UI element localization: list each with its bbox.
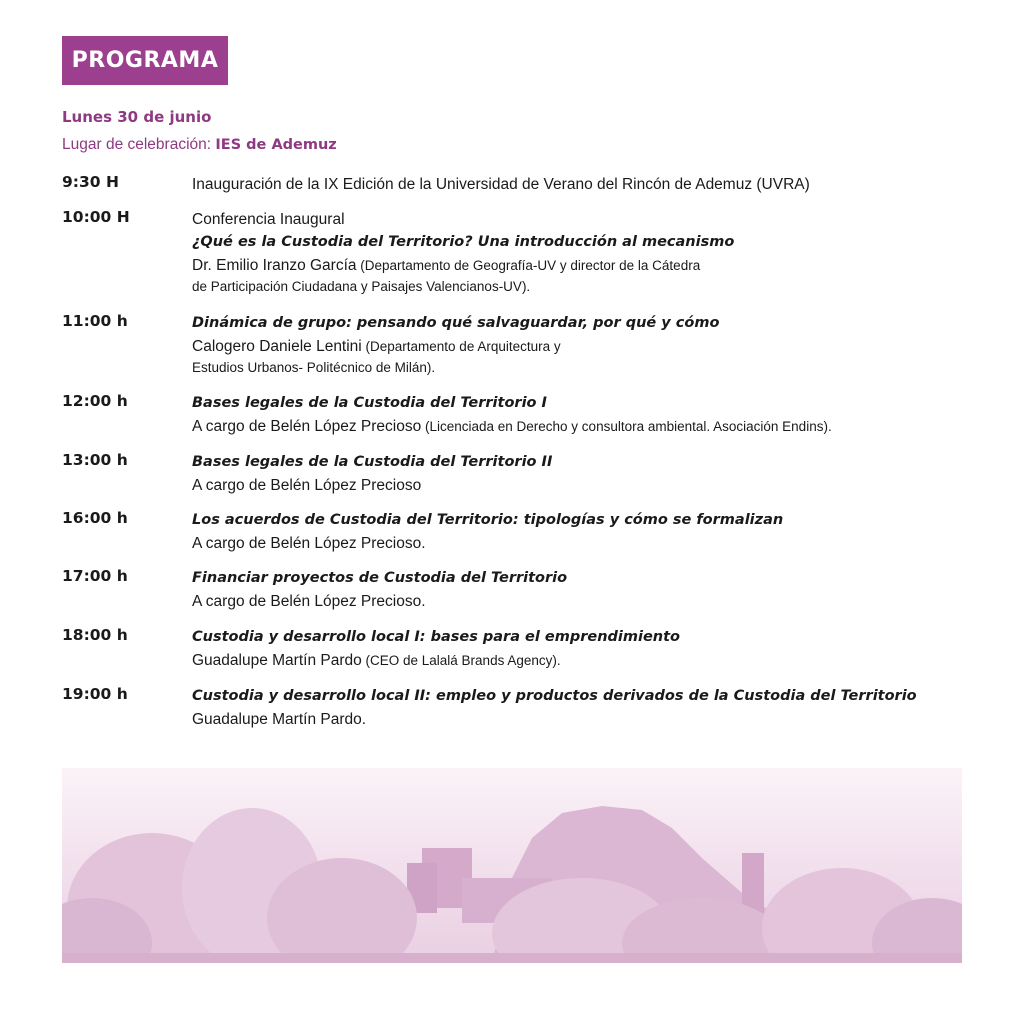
speaker-name: Dr. Emilio Iranzo García [192,257,357,274]
schedule-time: 16:00 h [62,509,128,527]
session-kind: Conferencia Inaugural [192,211,345,228]
session-title: Bases legales de la Custodia del Territorio II [192,454,553,470]
day-heading: Lunes 30 de junio [62,108,212,126]
session-title: ¿Qué es la Custodia del Territorio? Una introducción al mecanismo [192,234,735,250]
schedule-time: 18:00 h [62,626,128,644]
session-title: Custodia y desarrollo local I: bases para el emprendimiento [192,629,681,645]
session-title: Custodia y desarrollo local II: empleo y productos derivados de la Custodia del Territorio [192,688,917,704]
session-title: Bases legales de la Custodia del Territorio I [192,395,547,411]
schedule-time: 9:30 H [62,173,119,191]
section-title: PROGRAMA [71,48,219,73]
schedule-text: Inauguración de la IX Edición de la Universidad de Verano del Rincón de Ademuz (UVRA) [192,176,810,193]
landscape-photo [62,768,962,963]
speaker-name: Calogero Daniele Lentini [192,338,362,355]
venue-line [62,136,337,154]
landscape-illustration [62,768,962,963]
schedule-time: 17:00 h [62,567,128,585]
speaker-detail-continued: Estudios Urbanos- Politécnico de Milán). [192,360,436,375]
schedule-time: 12:00 h [62,392,128,410]
speaker-name: A cargo de Belén López Precioso [192,418,422,435]
speaker-name: Guadalupe Martín Pardo. [192,711,367,728]
schedule-time: 13:00 h [62,451,128,469]
schedule-time: 10:00 H [62,208,130,226]
schedule-time: 19:00 h [62,685,128,703]
speaker-detail: (CEO de Lalalá Brands Agency). [361,653,561,668]
speaker-detail: (Licenciada en Derecho y consultora ambiental. Asociación Endins). [421,419,832,434]
schedule-time: 11:00 h [62,312,128,330]
speaker-name: A cargo de Belén López Precioso. [192,535,426,552]
speaker-detail: (Departamento de Geografía-UV y director de la Cátedra [356,258,701,273]
session-title: Dinámica de grupo: pensando qué salvaguardar, por qué y cómo [192,315,720,331]
session-title: Financiar proyectos de Custodia del Territorio [192,570,568,586]
ground-shape [62,953,962,963]
session-title: Los acuerdos de Custodia del Territorio: tipologías y cómo se formalizan [192,512,784,528]
tower-shape [742,853,764,913]
speaker-name: A cargo de Belén López Precioso. [192,593,426,610]
speaker-name: Guadalupe Martín Pardo [192,652,362,669]
venue-place: IES de Ademuz [215,137,337,153]
venue-label: Lugar de celebración: [62,136,216,153]
speaker-detail-continued: de Participación Ciudadana y Paisajes Valencianos-UV). [192,279,531,294]
section-header [62,36,228,85]
speaker-name: A cargo de Belén López Precioso [192,477,422,494]
speaker-detail: (Departamento de Arquitectura y [361,339,561,354]
